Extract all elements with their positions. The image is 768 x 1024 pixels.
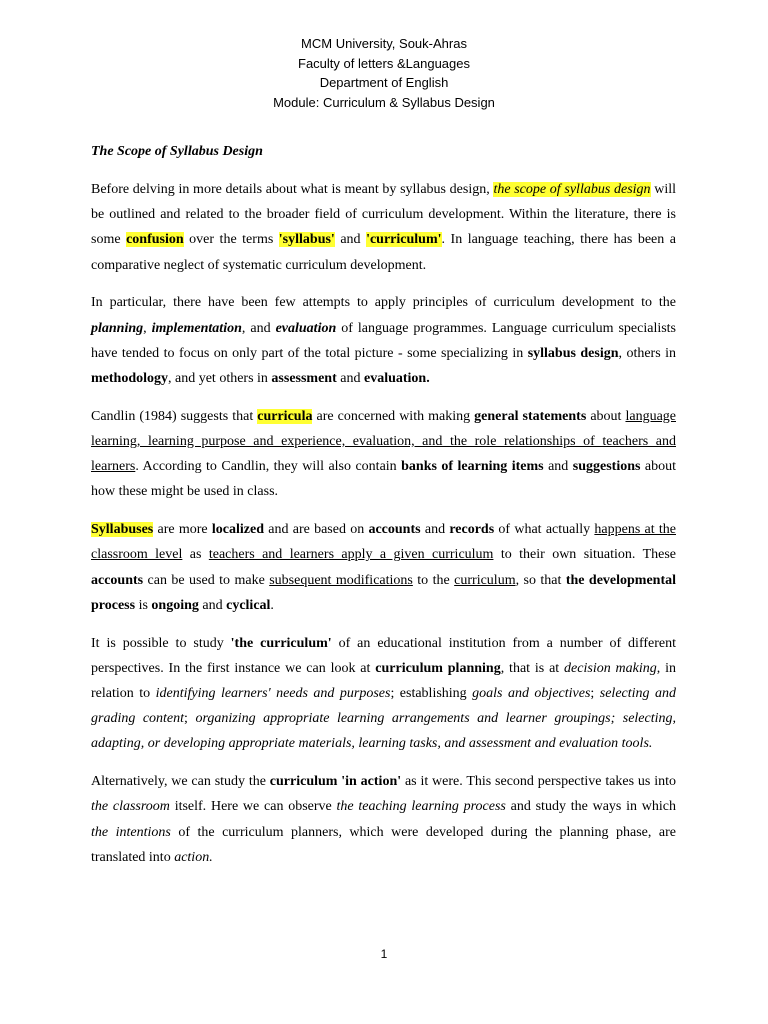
underlined-phrase: curriculum <box>454 572 516 588</box>
bold-term: accounts <box>368 522 421 538</box>
document-body <box>91 143 676 883</box>
bold-term: records <box>449 522 495 538</box>
bold-term: curriculum planning <box>375 660 501 676</box>
text-run: of an educational institution from a number of different perspectives. In the first instance we can look at <box>91 635 676 676</box>
underlined-phrase: subsequent modifications <box>269 572 413 588</box>
text-run: , <box>143 320 152 336</box>
text-run: to their own situation. These <box>493 547 676 563</box>
faculty-name: Faculty of letters &Languages <box>298 55 470 71</box>
text-run: of what actually <box>494 522 595 538</box>
text-run: will be outlined and related to the broader field of curriculum development. Within the literature, there is some <box>91 182 677 248</box>
highlighted-phrase: confusion <box>126 232 184 248</box>
bold-term: assessment <box>271 371 337 387</box>
paragraph-perspectives <box>91 631 676 757</box>
university-name: MCM University, Souk-Ahras <box>301 36 467 51</box>
text-run: and <box>334 232 367 248</box>
text-run: Alternatively, we can study the <box>91 774 270 790</box>
text-run: can be used to make <box>143 572 270 588</box>
bold-term: 'the curriculum' <box>230 635 332 651</box>
text-run: itself. Here we can observe <box>169 799 337 815</box>
text-run: ; <box>184 711 196 727</box>
document-header <box>0 34 768 112</box>
text-run: and are based on <box>264 522 369 538</box>
bold-term: suggestions <box>572 459 641 475</box>
bold-term: cyclical <box>226 597 271 613</box>
text-run: . According to Candlin, they will also contain <box>135 459 402 475</box>
text-run: , others in <box>618 345 676 361</box>
text-run: over the terms <box>183 232 279 248</box>
bold-term: curriculum 'in action' <box>269 774 402 790</box>
text-run: and <box>420 522 450 538</box>
text-run: , in relation to <box>91 660 677 702</box>
text-run: , and yet others in <box>168 371 272 387</box>
italic-term: decision making <box>564 660 657 676</box>
text-run: , so that <box>515 572 566 588</box>
italic-term: goals and objectives <box>472 686 591 702</box>
section-title: The Scope of Syllabus Design <box>91 144 263 159</box>
text-run: Candlin (1984) suggests that <box>91 408 258 424</box>
bold-term: syllabus design <box>527 345 619 361</box>
emphasis-term: planning <box>91 320 144 336</box>
text-run: . In language teaching, there has been a comparative neglect of systematic curriculum development. <box>91 232 676 273</box>
text-run: and <box>198 597 227 613</box>
paragraph-in-action <box>91 769 676 870</box>
text-run: and <box>543 459 573 475</box>
text-run: and study the ways in which <box>505 799 677 815</box>
text-run: ; <box>590 686 600 702</box>
highlighted-phrase: the scope of syllabus design <box>493 182 651 197</box>
text-run: of the curriculum planners, which were developed during the planning phase, are translated into <box>91 824 676 865</box>
text-run: . <box>270 597 274 613</box>
bold-term: ongoing <box>151 597 199 613</box>
text-run: about <box>586 408 626 424</box>
italic-term: organizing appropriate learning arrangements and learner groupings; selecting, adapting, or developing appropriate materials, learning tasks, and assessment and evaluation tools. <box>91 711 677 752</box>
paragraph-syllabuses <box>91 517 676 618</box>
bold-term: methodology <box>91 371 168 387</box>
text-run: as it were. This second perspective takes us into <box>401 774 676 790</box>
bold-term: accounts <box>91 572 144 588</box>
text-run: ; establishing <box>390 686 473 702</box>
emphasis-term: implementation <box>151 320 242 336</box>
italic-term: the intentions <box>91 824 171 840</box>
text-run: In particular, there have been few attempts to apply principles of curriculum development to the <box>91 295 676 311</box>
text-run: is <box>135 597 152 613</box>
page-number: 1 <box>380 947 388 961</box>
text-run: , that is at <box>500 660 565 676</box>
bold-term: localized <box>211 522 264 538</box>
emphasis-term: evaluation <box>275 320 337 336</box>
underlined-phrase: language learning, learning purpose and experience, evaluation, and the role relationships of teachers and learners <box>91 408 676 475</box>
text-run: about how these might be used in class. <box>91 459 677 500</box>
bold-term: general statements <box>474 408 587 424</box>
text-run: are more <box>153 522 212 538</box>
bold-term: the developmental process <box>91 572 677 613</box>
text-run: Before delving in more details about what is meant by syllabus design, <box>91 182 494 197</box>
underlined-phrase: teachers and learners apply a given curriculum <box>208 547 494 563</box>
module-name: Module: Curriculum & Syllabus Design <box>273 94 495 110</box>
paragraph-particular <box>91 290 676 391</box>
paragraph-candlin <box>91 404 676 505</box>
highlighted-phrase: Syllabuses <box>91 522 154 538</box>
highlighted-phrase: 'curriculum' <box>366 232 442 248</box>
italic-term: identifying learners' needs and purposes <box>155 686 391 702</box>
bold-term: evaluation. <box>363 371 430 387</box>
highlighted-phrase: 'syllabus' <box>278 232 335 248</box>
bold-term: banks of learning items <box>401 459 544 475</box>
department-name: Department of English <box>319 75 449 90</box>
text-run: and <box>336 371 364 387</box>
text-run: as <box>182 547 209 563</box>
underlined-phrase: happens at the classroom level <box>91 522 676 563</box>
text-run: of language programmes. Language curriculum specialists have tended to focus on only part of the total picture - some specializing in <box>91 320 677 361</box>
italic-term: action. <box>174 849 213 865</box>
italic-term: the classroom <box>91 799 170 815</box>
highlighted-phrase: curricula <box>257 408 313 424</box>
italic-term: the teaching learning process <box>336 799 506 815</box>
text-run: , and <box>241 320 276 336</box>
paragraph-intro <box>91 177 676 278</box>
italic-term: selecting and grading content <box>91 686 676 727</box>
text-run: It is possible to study <box>91 635 231 651</box>
text-run: to the <box>412 572 455 588</box>
text-run: are concerned with making <box>312 408 475 424</box>
